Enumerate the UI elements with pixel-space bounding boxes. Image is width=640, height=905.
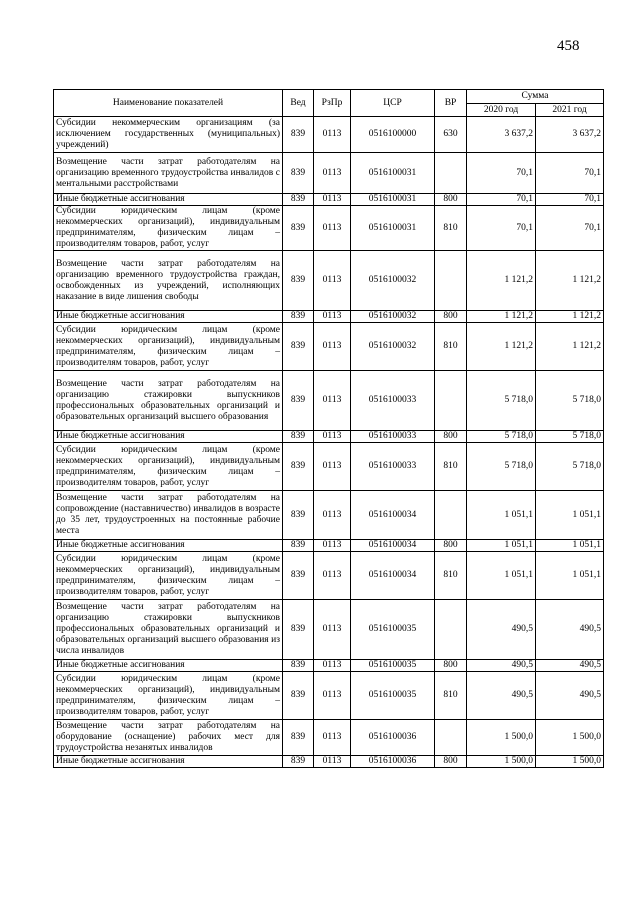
cell-ved: 839 xyxy=(283,552,314,600)
cell-rzpr: 0113 xyxy=(314,431,351,443)
cell-name: Иные бюджетные ассигнования xyxy=(54,431,283,443)
cell-2021: 1 121,2 xyxy=(536,311,604,323)
cell-rzpr: 0113 xyxy=(314,540,351,552)
table-row xyxy=(54,672,604,720)
cell-rzpr: 0113 xyxy=(314,117,351,153)
cell-2021: 5 718,0 xyxy=(536,443,604,491)
cell-csr: 0516100035 xyxy=(351,660,435,672)
table-row xyxy=(54,371,604,431)
cell-vr: 630 xyxy=(435,117,467,153)
cell-name: Возмещение части затрат работодателям на оборудование (оснащение) рабочих мест для трудоустройства незанятых инвалидов xyxy=(54,720,283,756)
cell-rzpr: 0113 xyxy=(314,672,351,720)
cell-name: Иные бюджетные ассигнования xyxy=(54,756,283,768)
cell-rzpr: 0113 xyxy=(314,720,351,756)
table-row xyxy=(54,443,604,491)
cell-2020: 70,1 xyxy=(467,194,536,206)
cell-ved: 839 xyxy=(283,206,314,251)
cell-rzpr: 0113 xyxy=(314,552,351,600)
cell-2020: 70,1 xyxy=(467,206,536,251)
cell-2020: 5 718,0 xyxy=(467,431,536,443)
cell-csr: 0516100031 xyxy=(351,194,435,206)
cell-rzpr: 0113 xyxy=(314,194,351,206)
cell-name: Субсидии юридическим лицам (кроме некоммерческих организаций), индивидуальным предпринимателям, физическим лицам – производителям товаров, работ, услуг xyxy=(54,552,283,600)
cell-2021: 1 051,1 xyxy=(536,552,604,600)
cell-2021: 70,1 xyxy=(536,194,604,206)
cell-2020: 1 121,2 xyxy=(467,251,536,311)
cell-2020: 5 718,0 xyxy=(467,443,536,491)
table-body xyxy=(54,117,604,768)
cell-2020: 1 051,1 xyxy=(467,552,536,600)
cell-csr: 0516100036 xyxy=(351,756,435,768)
cell-csr: 0516100031 xyxy=(351,153,435,194)
cell-rzpr: 0113 xyxy=(314,491,351,540)
cell-vr xyxy=(435,491,467,540)
cell-rzpr: 0113 xyxy=(314,600,351,660)
cell-ved: 839 xyxy=(283,720,314,756)
cell-2020: 490,5 xyxy=(467,600,536,660)
cell-csr: 0516100033 xyxy=(351,443,435,491)
header-rzpr: РзПр xyxy=(314,90,351,117)
table-row xyxy=(54,117,604,153)
cell-name: Иные бюджетные ассигнования xyxy=(54,540,283,552)
cell-2021: 1 500,0 xyxy=(536,720,604,756)
table-row xyxy=(54,756,604,768)
cell-rzpr: 0113 xyxy=(314,251,351,311)
cell-2021: 3 637,2 xyxy=(536,117,604,153)
header-row xyxy=(54,90,604,104)
cell-vr: 800 xyxy=(435,756,467,768)
cell-2020: 5 718,0 xyxy=(467,371,536,431)
cell-2020: 490,5 xyxy=(467,672,536,720)
cell-ved: 839 xyxy=(283,371,314,431)
cell-2021: 490,5 xyxy=(536,660,604,672)
cell-csr: 0516100035 xyxy=(351,600,435,660)
cell-ved: 839 xyxy=(283,660,314,672)
cell-2021: 490,5 xyxy=(536,600,604,660)
cell-vr: 800 xyxy=(435,540,467,552)
cell-2020: 3 637,2 xyxy=(467,117,536,153)
cell-name: Иные бюджетные ассигнования xyxy=(54,194,283,206)
table-row xyxy=(54,540,604,552)
table-row xyxy=(54,153,604,194)
table-row xyxy=(54,311,604,323)
table-row xyxy=(54,660,604,672)
cell-2021: 490,5 xyxy=(536,672,604,720)
cell-2021: 1 500,0 xyxy=(536,756,604,768)
cell-rzpr: 0113 xyxy=(314,153,351,194)
cell-vr: 800 xyxy=(435,660,467,672)
cell-2021: 70,1 xyxy=(536,153,604,194)
table-row xyxy=(54,720,604,756)
cell-vr: 810 xyxy=(435,552,467,600)
cell-rzpr: 0113 xyxy=(314,323,351,371)
cell-ved: 839 xyxy=(283,323,314,371)
cell-ved: 839 xyxy=(283,431,314,443)
table-row xyxy=(54,251,604,311)
cell-csr: 0516100031 xyxy=(351,206,435,251)
cell-2020: 1 121,2 xyxy=(467,323,536,371)
cell-2021: 1 051,1 xyxy=(536,491,604,540)
cell-ved: 839 xyxy=(283,117,314,153)
cell-vr: 810 xyxy=(435,672,467,720)
cell-csr: 0516100032 xyxy=(351,323,435,371)
cell-2020: 490,5 xyxy=(467,660,536,672)
cell-csr: 0516100036 xyxy=(351,720,435,756)
header-name: Наименование показателей xyxy=(54,90,283,117)
cell-ved: 839 xyxy=(283,194,314,206)
cell-vr: 800 xyxy=(435,431,467,443)
cell-vr: 810 xyxy=(435,443,467,491)
cell-2020: 70,1 xyxy=(467,153,536,194)
cell-name: Субсидии юридическим лицам (кроме некоммерческих организаций), индивидуальным предпринимателям, физическим лицам – производителям товаров, работ, услуг xyxy=(54,206,283,251)
cell-csr: 0516100033 xyxy=(351,371,435,431)
cell-rzpr: 0113 xyxy=(314,443,351,491)
cell-vr xyxy=(435,600,467,660)
cell-2021: 5 718,0 xyxy=(536,431,604,443)
cell-csr: 0516100034 xyxy=(351,540,435,552)
cell-name: Субсидии юридическим лицам (кроме некоммерческих организаций), индивидуальным предпринимателям, физическим лицам – производителям товаров, работ, услуг xyxy=(54,672,283,720)
header-sum: Сумма xyxy=(467,90,604,104)
cell-csr: 0516100034 xyxy=(351,552,435,600)
header-csr: ЦСР xyxy=(351,90,435,117)
cell-ved: 839 xyxy=(283,672,314,720)
cell-csr: 0516100032 xyxy=(351,251,435,311)
cell-ved: 839 xyxy=(283,153,314,194)
cell-ved: 839 xyxy=(283,756,314,768)
cell-rzpr: 0113 xyxy=(314,756,351,768)
table-row xyxy=(54,206,604,251)
header-vr: ВР xyxy=(435,90,467,117)
table-row xyxy=(54,194,604,206)
page-number: 458 xyxy=(557,38,580,54)
budget-table xyxy=(53,89,604,768)
cell-csr: 0516100035 xyxy=(351,672,435,720)
table-row xyxy=(54,491,604,540)
cell-2021: 1 051,1 xyxy=(536,540,604,552)
cell-2020: 1 051,1 xyxy=(467,491,536,540)
cell-2021: 1 121,2 xyxy=(536,251,604,311)
cell-name: Иные бюджетные ассигнования xyxy=(54,660,283,672)
cell-vr: 810 xyxy=(435,323,467,371)
header-year-2021: 2021 год xyxy=(536,104,604,117)
cell-csr: 0516100000 xyxy=(351,117,435,153)
cell-csr: 0516100034 xyxy=(351,491,435,540)
cell-2020: 1 500,0 xyxy=(467,720,536,756)
cell-ved: 839 xyxy=(283,540,314,552)
cell-csr: 0516100033 xyxy=(351,431,435,443)
cell-ved: 839 xyxy=(283,311,314,323)
cell-ved: 839 xyxy=(283,600,314,660)
table-row xyxy=(54,431,604,443)
cell-name: Субсидии юридическим лицам (кроме некоммерческих организаций), индивидуальным предпринимателям, физическим лицам – производителям товаров, работ, услуг xyxy=(54,443,283,491)
cell-vr xyxy=(435,720,467,756)
header-ved: Вед xyxy=(283,90,314,117)
cell-vr: 800 xyxy=(435,311,467,323)
cell-ved: 839 xyxy=(283,443,314,491)
header-year-2020: 2020 год xyxy=(467,104,536,117)
cell-2021: 70,1 xyxy=(536,206,604,251)
cell-rzpr: 0113 xyxy=(314,206,351,251)
cell-name: Субсидии некоммерческим организациям (за исключением государственных (муниципальных) учреждений) xyxy=(54,117,283,153)
cell-rzpr: 0113 xyxy=(314,371,351,431)
cell-name: Возмещение части затрат работодателям на организацию временного трудоустройства инвалидов с ментальными расстройствами xyxy=(54,153,283,194)
cell-vr: 800 xyxy=(435,194,467,206)
cell-2021: 5 718,0 xyxy=(536,371,604,431)
cell-vr xyxy=(435,153,467,194)
cell-name: Возмещение части затрат работодателям на организацию временного трудоустройства граждан, освобожденных из учреждений, исполняющих наказание в виде лишения свободы xyxy=(54,251,283,311)
table-row xyxy=(54,552,604,600)
cell-vr xyxy=(435,371,467,431)
cell-rzpr: 0113 xyxy=(314,311,351,323)
cell-name: Субсидии юридическим лицам (кроме некоммерческих организаций), индивидуальным предпринимателям, физическим лицам – производителям товаров, работ, услуг xyxy=(54,323,283,371)
cell-ved: 839 xyxy=(283,491,314,540)
cell-name: Иные бюджетные ассигнования xyxy=(54,311,283,323)
cell-vr xyxy=(435,251,467,311)
cell-name: Возмещение части затрат работодателям на сопровождение (наставничество) инвалидов в возрасте до 35 лет, трудоустроенных на постоянные рабочие места xyxy=(54,491,283,540)
cell-vr: 810 xyxy=(435,206,467,251)
cell-2020: 1 051,1 xyxy=(467,540,536,552)
table-row xyxy=(54,323,604,371)
cell-csr: 0516100032 xyxy=(351,311,435,323)
cell-name: Возмещение части затрат работодателям на организацию стажировки выпускников профессиональных образовательных организаций и образовательных организаций высшего образования xyxy=(54,371,283,431)
cell-2020: 1 500,0 xyxy=(467,756,536,768)
cell-name: Возмещение части затрат работодателям на организацию стажировки выпускников профессиональных образовательных организаций и образовательных организаций высшего образования из числа инвалидов xyxy=(54,600,283,660)
cell-rzpr: 0113 xyxy=(314,660,351,672)
cell-2021: 1 121,2 xyxy=(536,323,604,371)
table-row xyxy=(54,600,604,660)
cell-ved: 839 xyxy=(283,251,314,311)
cell-2020: 1 121,2 xyxy=(467,311,536,323)
